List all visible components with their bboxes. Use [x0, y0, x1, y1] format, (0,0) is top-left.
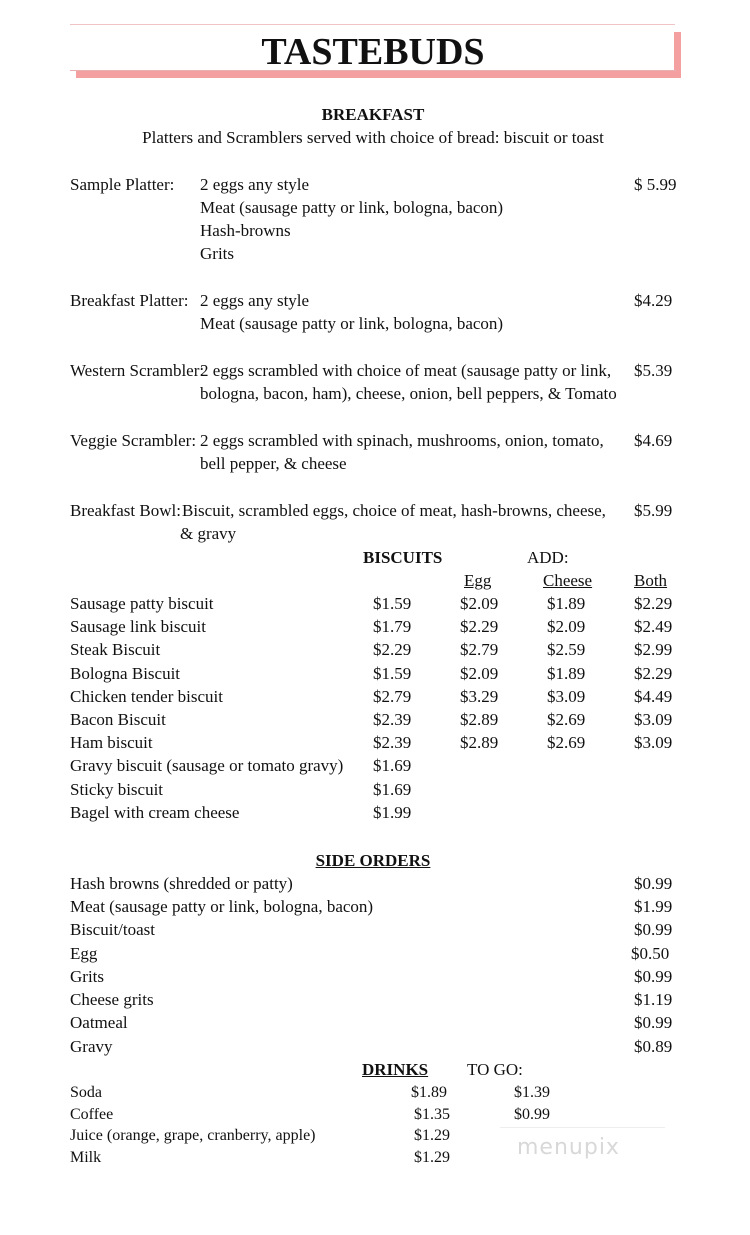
biscuit-cheese-price: $2.59: [547, 640, 586, 660]
biscuit-name: Sausage patty biscuit: [70, 594, 214, 613]
biscuit-egg-price: $2.89: [460, 733, 499, 753]
drink-price: $1.35: [414, 1106, 450, 1123]
biscuit-egg-price: $3.29: [460, 686, 499, 706]
breakfast-item-price: $4.29: [634, 291, 673, 310]
drink-to-go-price: $0.99: [514, 1106, 550, 1123]
biscuit-name: Sticky biscuit: [70, 779, 164, 799]
biscuit-cheese-price: $2.69: [547, 710, 586, 729]
biscuit-price: $1.79: [373, 617, 412, 637]
biscuits-column-both: Both: [634, 571, 668, 590]
biscuit-price: $1.59: [373, 663, 412, 683]
biscuits-heading: BISCUITS: [363, 548, 443, 567]
biscuit-cheese-price: $1.89: [547, 594, 586, 613]
side-order-name: Grits: [70, 967, 104, 986]
breakfast-item-line: Hash-browns: [200, 221, 291, 240]
biscuit-cheese-price: $2.09: [547, 617, 586, 637]
watermark-logo: menupix: [517, 1135, 620, 1160]
side-order-price: $1.19: [634, 990, 673, 1009]
biscuits-add-label: ADD:: [527, 548, 569, 567]
biscuit-egg-price: $2.09: [460, 663, 499, 683]
restaurant-title: TASTEBUDS: [261, 31, 485, 73]
breakfast-item-price: $5.39: [634, 361, 673, 380]
biscuit-price: $2.39: [373, 733, 412, 753]
breakfast-item-price: $5.99: [634, 501, 673, 520]
biscuit-price: $1.69: [373, 756, 412, 776]
side-order-price: $0.50: [631, 944, 670, 963]
breakfast-heading: BREAKFAST: [321, 105, 425, 124]
biscuit-price: $2.29: [373, 640, 412, 660]
watermark-rule: [500, 1127, 665, 1128]
breakfast-item-name: Breakfast Platter:: [70, 291, 189, 310]
side-order-price: $0.99: [634, 967, 673, 986]
breakfast-item-line: 2 eggs scrambled with choice of meat (sausage patty or link,: [200, 361, 612, 380]
side-order-price: $0.89: [634, 1037, 673, 1056]
biscuit-both-price: $3.09: [634, 710, 673, 729]
biscuit-name: Bagel with cream cheese: [70, 802, 240, 822]
biscuit-both-price: $2.49: [634, 617, 673, 637]
breakfast-item-name: Sample Platter:: [70, 175, 175, 194]
biscuit-name: Chicken tender biscuit: [70, 686, 223, 706]
breakfast-item-line: 2 eggs any style: [200, 175, 310, 194]
biscuit-name: Gravy biscuit (sausage or tomato gravy): [70, 756, 344, 776]
biscuit-both-price: $4.49: [634, 686, 673, 706]
breakfast-item-line: Biscuit, scrambled eggs, choice of meat, hash-browns, cheese,: [182, 501, 606, 520]
drink-price: $1.89: [411, 1084, 447, 1101]
drink-to-go-price: $1.39: [514, 1084, 550, 1101]
biscuit-price: $1.59: [373, 594, 412, 613]
breakfast-item-price: $ 5.99: [634, 175, 677, 194]
drink-price: $1.29: [414, 1149, 450, 1166]
side-order-name: Oatmeal: [70, 1013, 128, 1032]
breakfast-item-line: Meat (sausage patty or link, bologna, bacon): [200, 198, 504, 217]
biscuit-name: Bacon Biscuit: [70, 710, 166, 729]
biscuit-egg-price: $2.09: [460, 594, 499, 613]
breakfast-subheading: Platters and Scramblers served with choice of bread: biscuit or toast: [142, 128, 604, 147]
biscuit-price: $2.79: [373, 686, 412, 706]
side-order-name: Cheese grits: [70, 990, 154, 1009]
side-order-name: Meat (sausage patty or link, bologna, bacon): [70, 897, 374, 916]
side-order-price: $0.99: [634, 920, 673, 939]
biscuit-price: $1.69: [373, 779, 412, 799]
drink-name: Soda: [70, 1084, 102, 1101]
biscuit-both-price: $2.29: [634, 594, 673, 613]
biscuit-name: Bologna Biscuit: [70, 663, 181, 683]
drinks-to-go-label: TO GO:: [467, 1060, 523, 1079]
drink-name: Milk: [70, 1149, 102, 1166]
breakfast-item-line: Grits: [200, 244, 234, 263]
biscuit-cheese-price: $1.89: [547, 663, 586, 683]
biscuit-name: Ham biscuit: [70, 733, 153, 753]
biscuit-cheese-price: $2.69: [547, 733, 586, 753]
side-orders-heading: SIDE ORDERS: [315, 851, 431, 870]
top-rule: [70, 24, 675, 25]
side-order-name: Egg: [70, 944, 98, 963]
biscuit-both-price: $2.29: [634, 663, 673, 683]
biscuit-egg-price: $2.89: [460, 710, 499, 729]
breakfast-item-name: Veggie Scrambler:: [70, 431, 197, 450]
side-order-price: $1.99: [634, 897, 673, 916]
biscuit-egg-price: $2.79: [460, 640, 499, 660]
biscuit-price: $1.99: [373, 802, 412, 822]
side-order-name: Hash browns (shredded or patty): [70, 874, 293, 893]
biscuits-column-cheese: Cheese: [543, 571, 593, 590]
biscuit-cheese-price: $3.09: [547, 686, 586, 706]
breakfast-item-name: Western Scrambler:: [70, 361, 205, 380]
breakfast-item-line: Meat (sausage patty or link, bologna, bacon): [200, 314, 504, 333]
breakfast-item-line: 2 eggs any style: [200, 291, 310, 310]
biscuit-price: $2.39: [373, 710, 412, 729]
breakfast-item-price: $4.69: [634, 431, 673, 450]
breakfast-item-line: & gravy: [180, 524, 237, 543]
side-order-name: Gravy: [70, 1037, 113, 1056]
biscuit-both-price: $2.99: [634, 640, 673, 660]
side-order-price: $0.99: [634, 874, 673, 893]
breakfast-item-line: bologna, bacon, ham), cheese, onion, bell peppers, & Tomato: [200, 384, 617, 403]
breakfast-item-name: Breakfast Bowl:: [70, 501, 181, 520]
breakfast-item-line: bell pepper, & cheese: [200, 454, 347, 473]
breakfast-item-line: 2 eggs scrambled with spinach, mushrooms, onion, tomato,: [200, 431, 604, 450]
biscuit-both-price: $3.09: [634, 733, 673, 753]
side-order-name: Biscuit/toast: [70, 920, 155, 939]
drinks-heading: DRINKS: [362, 1060, 429, 1079]
drink-name: Juice (orange, grape, cranberry, apple): [70, 1127, 316, 1144]
side-order-price: $0.99: [634, 1013, 673, 1032]
biscuit-egg-price: $2.29: [460, 617, 499, 637]
biscuits-column-egg: Egg: [464, 571, 492, 590]
biscuit-name: Sausage link biscuit: [70, 617, 206, 637]
biscuit-name: Steak Biscuit: [70, 640, 161, 660]
drink-price: $1.29: [414, 1127, 450, 1144]
drink-name: Coffee: [70, 1106, 114, 1123]
